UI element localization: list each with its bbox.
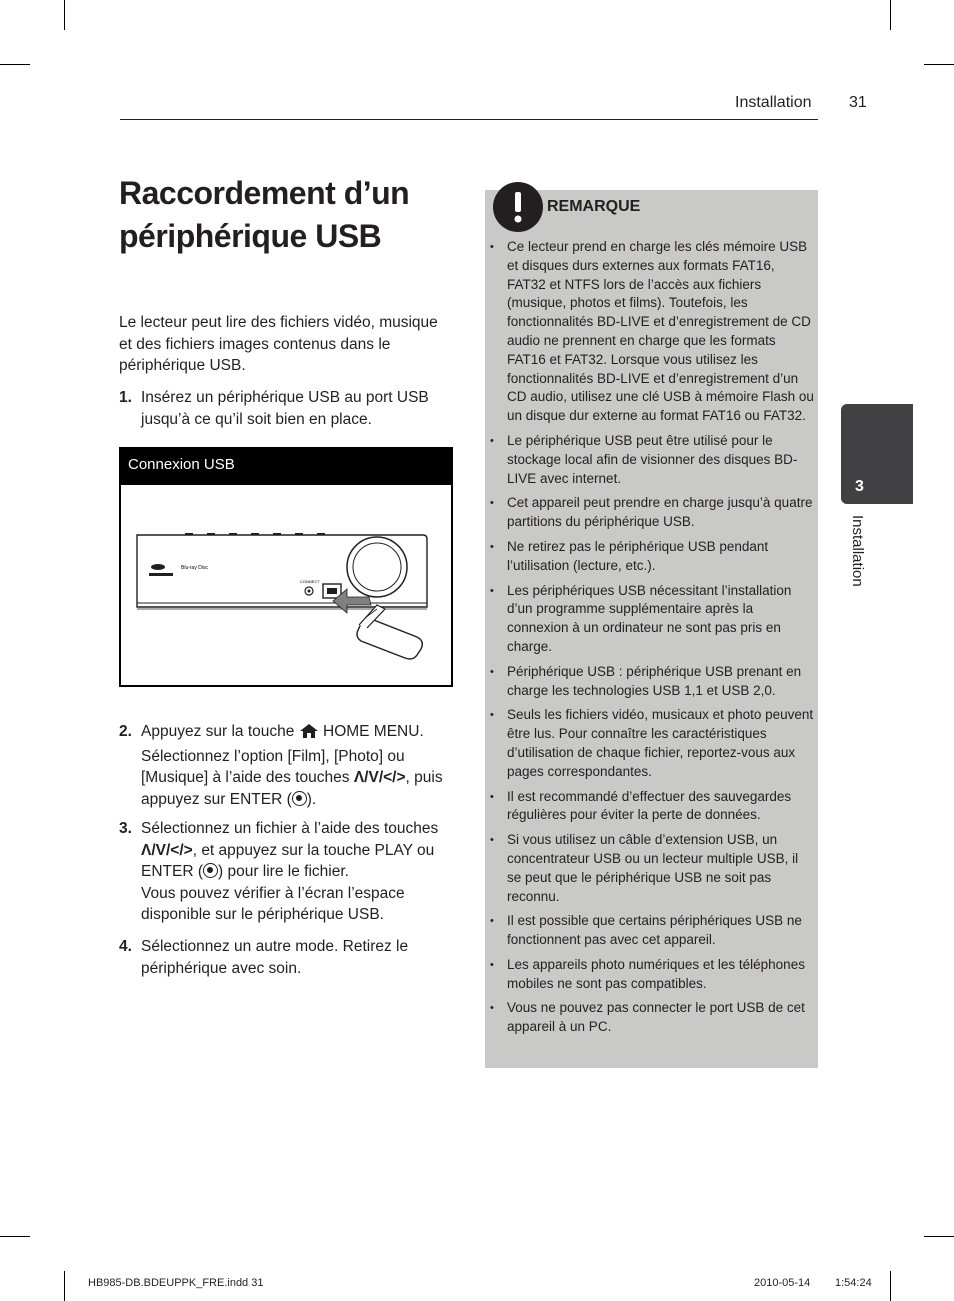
- note-item: • Seuls les fichiers vidéo, musicaux et photo peuvent être lus. Pour connaître les caractéristiques d’utilisation de chaque fichier, reportez-vous aux pages correspondantes.: [485, 706, 815, 781]
- crop-mark: [890, 1271, 891, 1301]
- step-2: [119, 721, 459, 810]
- note-box: [485, 190, 818, 1068]
- header-rule: [120, 119, 818, 120]
- step-text: [141, 818, 459, 926]
- running-header-section: Installation: [735, 94, 812, 111]
- device-logo-text: Blu-ray Disc: [181, 565, 208, 571]
- step-number: 2.: [119, 723, 132, 740]
- note-item: • Ce lecteur prend en charge les clés mémoire USB et disques durs externes aux formats FAT16, FAT32 et NTFS lors de l’accès aux fichiers (musique, photos et films). Toutefois, les fonctionnalités BD-LIVE et d’enregistrement de CD audio ne prennent en charge que les formats FAT16 et FAT32. Lorsque vous utilisez les fonctionnalités BD-LIVE et d’enregistrement d’un CD audio, utilisez une clé USB à mémoire Flash ou un disque dur externe au format FAT16 ou FAT32.: [485, 238, 815, 426]
- note-item: • Il est possible que certains périphériques USB ne fonctionnent pas avec cet appareil.: [485, 912, 815, 950]
- usb-stick: [357, 605, 422, 659]
- crop-mark: [0, 1236, 30, 1237]
- step-text-part: Appuyez sur la touche: [141, 723, 295, 740]
- step-number: 4.: [119, 938, 132, 955]
- step-text-part: ).: [306, 790, 317, 808]
- crop-mark: [0, 64, 30, 65]
- note-list: [485, 238, 815, 1043]
- chapter-number: 3: [855, 478, 864, 495]
- crop-mark: [924, 64, 954, 65]
- footer-date: 2010-05-14: [754, 1277, 811, 1289]
- arrow-keys-text: Λ/V/</>: [353, 769, 406, 786]
- note-title: REMARQUE: [547, 198, 641, 215]
- crop-mark: [64, 0, 65, 30]
- step-text-part: Vous pouvez vérifier à l’écran l’espace disponible sur le périphérique USB.: [141, 884, 405, 923]
- step-text-part: ) pour lire le fichier.: [218, 863, 349, 880]
- step-text-part: , et appuyez sur la touche PLAY ou ENTER (: [141, 841, 435, 880]
- note-item: • Les périphériques USB nécessitant l’installation d’un programme supplémentaire après la connexion à un ordinateur ne sont pas pris en charge.: [485, 582, 815, 657]
- note-item: • Cet appareil peut prendre en charge jusqu’à quatre partitions du périphérique USB.: [485, 494, 815, 532]
- enter-icon: [292, 791, 307, 806]
- enter-icon: [203, 863, 218, 878]
- step-text-part: HOME MENU. Sélectionnez l’option [Film], [Photo] ou [Musique] à l’aide des touches: [141, 723, 424, 786]
- step-text: Insérez un périphérique USB au port USB jusqu’à ce qu’il soit bien en place.: [141, 389, 429, 428]
- step-1: [119, 387, 459, 430]
- figure-title: Connexion USB: [121, 449, 451, 485]
- step-text: Sélectionnez un autre mode. Retirez le périphérique avec soin.: [141, 938, 409, 977]
- bluray-logo: [149, 564, 173, 576]
- note-item: • Ne retirez pas le périphérique USB pendant l’utilisation (lecture, etc.).: [485, 538, 815, 576]
- home-icon: [299, 723, 319, 746]
- chapter-label: Installation: [849, 515, 866, 587]
- player-illustration: [121, 485, 451, 685]
- note-item: • Vous ne pouvez pas connecter le port USB de cet appareil à un PC.: [485, 999, 815, 1037]
- step-4: [119, 936, 459, 979]
- crop-mark: [64, 1271, 65, 1301]
- note-item: • Les appareils photo numériques et les téléphones mobiles ne sont pas compatibles.: [485, 956, 815, 994]
- step-number: 1.: [119, 389, 132, 406]
- note-item: • Si vous utilisez un câble d’extension USB, un concentrateur USB ou un lecteur multiple USB, il se peut que le périphérique USB ne soit pas reconnu.: [485, 831, 815, 906]
- step-number: 3.: [119, 820, 132, 837]
- step-3: [119, 818, 459, 926]
- note-item: • Le périphérique USB peut être utilisé pour le stockage local afin de visionner des disques BD-LIVE avec internet.: [485, 432, 815, 488]
- page-title: Raccordement d’un périphérique USB: [119, 175, 410, 254]
- crop-mark: [890, 0, 891, 30]
- step-text-part: Sélectionnez un fichier à l’aide des touches: [141, 820, 439, 837]
- port-label: CONNECT: [300, 579, 320, 584]
- step-text: [141, 721, 459, 810]
- note-item: • Périphérique USB : périphérique USB prenant en charge les technologies USB 1,1 et USB 2,0.: [485, 663, 815, 701]
- step-text-part: , puis appuyez sur ENTER (: [141, 769, 443, 808]
- arrow-keys-text: Λ/V/</>: [141, 841, 193, 859]
- intro-paragraph: Le lecteur peut lire des fichiers vidéo, musique et des fichiers images contenus dans le périphérique USB.: [119, 314, 438, 374]
- usb-connection-figure: [119, 447, 453, 687]
- footer-time: 1:54:24: [835, 1277, 872, 1289]
- chapter-tab: [841, 404, 913, 504]
- insert-arrow: [333, 589, 371, 613]
- exclamation-icon: [493, 182, 543, 232]
- footer-filename: HB985-DB.BDEUPPK_FRE.indd 31: [88, 1277, 264, 1289]
- crop-mark: [924, 1236, 954, 1237]
- note-item: • Il est recommandé d’effectuer des sauvegardes régulières pour éviter la perte de données.: [485, 788, 815, 826]
- page-number: 31: [849, 94, 867, 111]
